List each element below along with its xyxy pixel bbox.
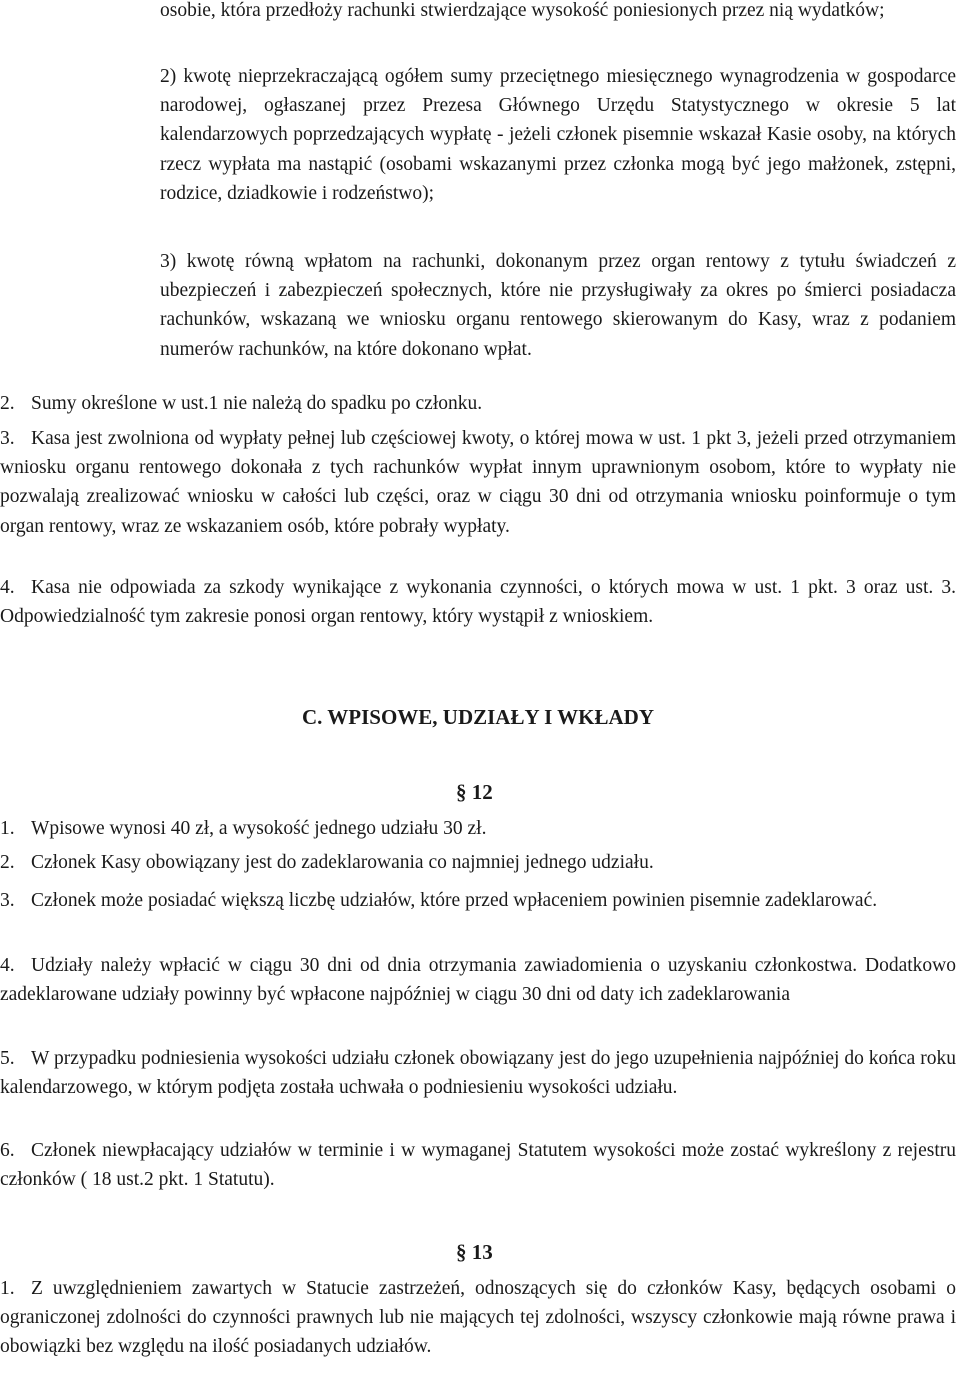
item-number: 3. (0, 890, 15, 911)
item-text: W przypadku podniesienia wysokości udziału członek obowiązany jest do jego uzupełnienia najpóźniej do końca roku kalendarzowego, w którym podjęta została uchwała o podniesieniu wysokości udziału. (0, 1048, 956, 1099)
previous-point-tail: osobie, która przedłoży rachunki stwierdzające wysokość poniesionych przez nią wydatków; (160, 0, 885, 21)
item-text: Wpisowe wynosi 40 zł, a wysokość jednego udziału 30 zł. (31, 818, 487, 839)
clause-3 (0, 424, 956, 541)
p12-item-4 (0, 951, 956, 1009)
item-text: Z uwzględnieniem zawartych w Statucie zastrzeżeń, odnoszących się do członków Kasy, będących osobami o ograniczonej zdolności do czynności prawnych lub nie mających tej zdolności, wszyscy członkowie mają równe prawa i obowiązki bez względu na ilość posiadanych udziałów. (0, 1278, 956, 1358)
clause-text: Sumy określone w ust.1 nie należą do spadku po członku. (31, 393, 483, 414)
item-number: 2. (0, 852, 15, 873)
clause-number: 4. (0, 577, 15, 598)
section-sign-icon: § (456, 1240, 467, 1264)
point-2: 2) kwotę nieprzekraczającą ogółem sumy przeciętnego miesięcznego wynagrodzenia w gospodarce narodowej, ogłaszanej przez Prezesa Głównego Urzędu Statystycznego w okresie 5 lat kalendarzowych poprzedzających wypłatę - jeżeli członek pisemnie wskazał Kasie osoby, na których rzecz wypłata ma nastąpić (osobami wskazanymi przez członka mogą być jego małżonek, zstępni, rodzice, dziadkowie i rodzeństwo); (160, 66, 956, 204)
p13-item-1 (0, 1274, 956, 1362)
point-3: 3) kwotę równą wpłatom na rachunki, dokonanym przez organ rentowy z tytułu świadczeń z ubezpieczeń i zabezpieczeń społecznych, które nie przysługiwały za okres po śmierci posiadacza rachunków, wskazaną we wniosku organu rentowego skierowanym do Kasy, wraz z podaniem numerów rachunków, na które dokonano wpłat. (160, 251, 956, 360)
paragraph-12-title (456, 778, 493, 807)
clause-4 (0, 573, 956, 631)
clause-text: Kasa jest zwolniona od wypłaty pełnej lub częściowej kwoty, o której mowa w ust. 1 pkt 3, jeżeli przed otrzymaniem wniosku organu rentowego dokonała z tych rachunków wypłat innym uprawnionym osobom, które to wypłaty nie pozwalają zrealizować wniosku w całości lub części, oraz w ciągu 30 dni od otrzymania wniosku poinformuje o tym organ rentowy, wraz ze wskazaniem osób, które pobrały wypłaty. (0, 428, 956, 537)
paragraph-number: 12 (471, 780, 493, 804)
clause-number: 2. (0, 393, 15, 414)
item-text: Członek niewpłacający udziałów w terminie i w wymaganej Statutem wysokości może zostać wykreślony z rejestru członków ( 18 ust.2 pkt. 1 Statutu). (0, 1140, 956, 1191)
item-text: Udziały należy wpłacić w ciągu 30 dni od dnia otrzymania zawiadomienia o uzyskaniu członkostwa. Dodatkowo zadeklarowane udziały powinny być wpłacone najpóźniej w ciągu 30 dni od daty ich zadeklarowania (0, 955, 956, 1006)
p12-item-5 (0, 1044, 956, 1102)
paragraph-13-title (456, 1238, 493, 1267)
clause-number: 3. (0, 428, 15, 449)
item-text: Członek Kasy obowiązany jest do zadeklarowania co najmniej jednego udziału. (31, 852, 654, 873)
item-number: 1. (0, 1278, 15, 1299)
item-number: 4. (0, 955, 15, 976)
clause-text: Kasa nie odpowiada za szkody wynikające z wykonania czynności, o których mowa w ust. 1 pkt. 3 oraz ust. 3. Odpowiedzialność tym zakresie ponosi organ rentowy, który wystąpił z wnioskiem. (0, 577, 956, 628)
item-number: 1. (0, 818, 15, 839)
item-number: 6. (0, 1140, 15, 1161)
p12-item-3 (0, 886, 956, 915)
paragraph-number: 13 (471, 1240, 493, 1264)
p12-item-6 (0, 1136, 956, 1194)
section-heading: C. WPISOWE, UDZIAŁY I WKŁADY (301, 705, 654, 729)
section-sign-icon: § (456, 780, 467, 804)
item-text: Członek może posiadać większą liczbę udziałów, które przed wpłaceniem powinien pisemnie zadeklarować. (31, 890, 878, 911)
item-number: 5. (0, 1048, 15, 1069)
